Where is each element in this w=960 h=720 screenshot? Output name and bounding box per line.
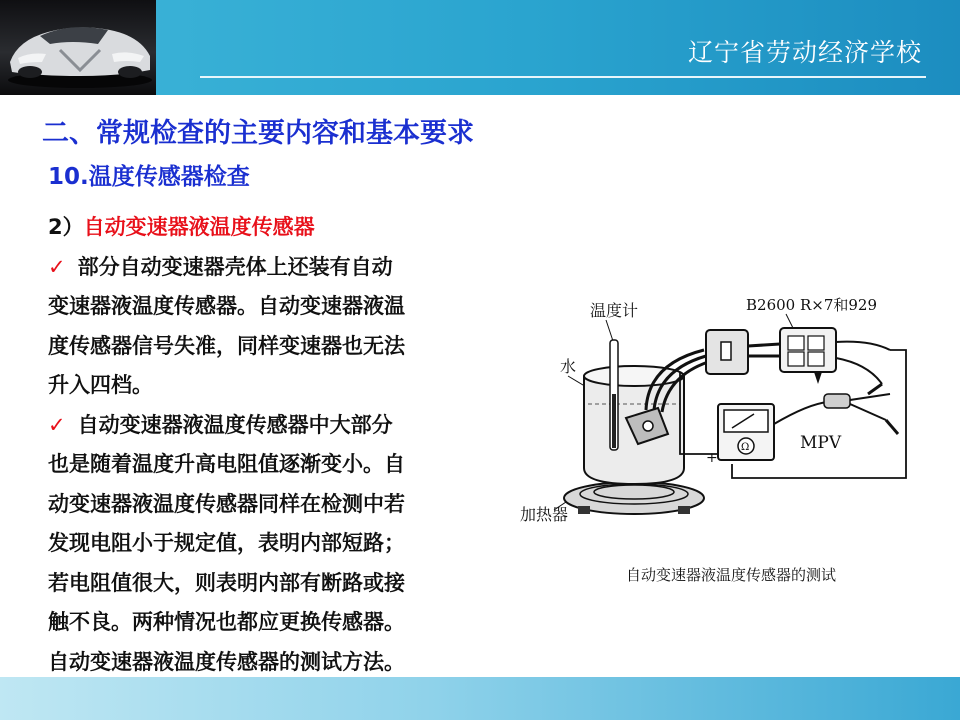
probe-tip (868, 384, 882, 394)
label-heater: 加热器 (520, 505, 569, 524)
paragraph-line: 升入四档。 (48, 373, 153, 397)
header-divider (200, 76, 926, 78)
probe-lead (836, 358, 882, 384)
label-thermometer: 温度计 (590, 301, 639, 320)
circuit-wire (680, 372, 718, 454)
paragraph-line: 若电阻值很大，则表明内部有断路或接 (48, 570, 405, 595)
mpv-probe (824, 394, 850, 408)
probe-lead (836, 342, 890, 350)
paragraph-line: ✓ 部分自动变速器壳体上还装有自动 (48, 254, 393, 279)
label-mpv: MPV (800, 433, 842, 453)
mpv-lead (774, 402, 828, 424)
paragraph-line: 也是随着温度升高电阻值逐渐变小。自 (48, 452, 405, 476)
label-water: 水 (560, 357, 577, 376)
content-heading (48, 208, 508, 248)
socket-pin (788, 352, 804, 366)
car-photo (0, 0, 156, 95)
socket-tab (814, 372, 822, 384)
body-text (48, 208, 508, 682)
thermometer-column (612, 394, 616, 448)
sub-title: 10.温度传感器检查 (48, 164, 250, 190)
sensor-hole (643, 421, 653, 431)
paragraph-line: 动变速器液温度传感器同样在检测中若 (48, 491, 405, 516)
diagram-drawing (518, 284, 918, 594)
heater-foot (678, 506, 690, 514)
ohm-symbol: Ω (741, 442, 750, 453)
connector-lead (748, 344, 780, 356)
socket-pin (808, 352, 824, 366)
heater-foot (578, 506, 590, 514)
check-icon: ✓ (48, 412, 66, 437)
socket-pin (808, 336, 824, 350)
mpv-clip (850, 394, 890, 420)
paragraph-line: ✓ 自动变速器液温度传感器中大部分 (48, 412, 393, 437)
heading-number: 2） (48, 215, 84, 239)
footer-band (0, 677, 960, 720)
school-name: 辽宁省劳动经济学校 (687, 38, 922, 67)
mpv-clip-tip (886, 420, 898, 434)
socket-pin (788, 336, 804, 350)
header-banner (0, 0, 960, 95)
section-title: 二、常规检查的主要内容和基本要求 (42, 118, 474, 149)
check-icon: ✓ (48, 254, 66, 279)
paragraph-line: 变速器液温度传感器。自动变速器液温 (48, 294, 405, 318)
car-illustration (0, 0, 156, 95)
label-connector: B2600 R×7和929 (746, 296, 878, 314)
connector-slot (721, 342, 731, 360)
test-diagram (518, 284, 918, 594)
heading-text: 自动变速器液温度传感器 (83, 215, 315, 239)
paragraph-line: 自动变速器液温度传感器的测试方法。 (48, 649, 405, 674)
paragraph-line: 触不良。两种情况也都应更换传感器。 (48, 610, 405, 634)
multimeter-display (724, 410, 768, 432)
label-plus: + (706, 450, 718, 466)
figure-caption: 自动变速器液温度传感器的测试 (626, 566, 837, 584)
paragraph-line: 发现电阻小于规定值，表明内部短路； (48, 531, 405, 555)
paragraph-line: 度传感器信号失准，同样变速器也无法 (48, 333, 405, 358)
